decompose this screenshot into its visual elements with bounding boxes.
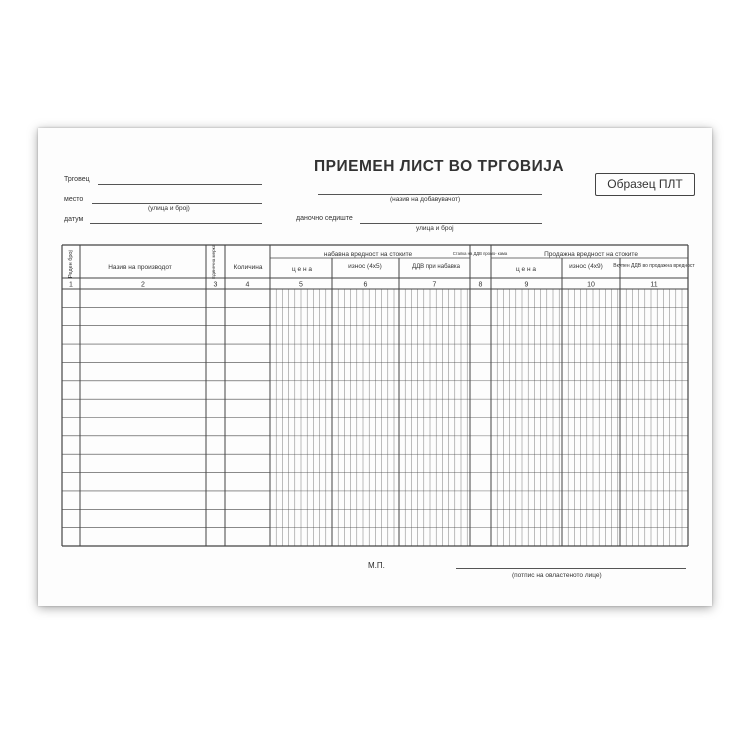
trader-label: Трговец: [64, 176, 90, 183]
column-number: 2: [141, 281, 145, 289]
column-number: 10: [587, 281, 595, 289]
column-number: 9: [524, 281, 529, 289]
column-number: 5: [299, 281, 303, 289]
header-price: ц е н а: [292, 266, 312, 273]
entry-table: [38, 128, 712, 606]
stamp-label: М.П.: [368, 561, 385, 570]
header-qty: Количина: [233, 264, 263, 271]
form-title: ПРИЕМЕН ЛИСТ ВО ТРГОВИЈА: [314, 158, 565, 175]
column-number: 3: [213, 281, 218, 289]
header-amount-4x5: износ (4x5): [348, 263, 382, 270]
street-caption: (улица и број): [148, 205, 190, 212]
place-label: место: [64, 196, 84, 203]
column-number: 11: [650, 281, 658, 289]
column-number: 7: [432, 281, 437, 289]
column-number: 1: [69, 281, 73, 289]
header-vat-purchase: ДДВ при набавка: [412, 264, 460, 270]
form-sheet: [38, 128, 712, 606]
header-unit: Единечна мерка: [211, 244, 216, 279]
tax-street-caption: улица и број: [416, 225, 454, 232]
tax-seat-label: даночно седиште: [296, 215, 353, 222]
column-number: 6: [363, 281, 368, 289]
header-sale-price: ц е н а: [516, 266, 536, 273]
signature-line[interactable]: [456, 568, 686, 569]
signature-caption: (потпис на овластеното лице): [512, 572, 602, 579]
column-number: 4: [245, 281, 250, 289]
header-product: Назив на производот: [108, 264, 172, 271]
header-rate: Стапка на ДДВ промо- кама: [452, 251, 508, 256]
header-sale-group: Продажна вредност на стоките: [544, 251, 638, 258]
date-label: датум: [64, 216, 84, 223]
column-number: 8: [478, 281, 483, 289]
header-purchase-group: набавна вредност на стоките: [323, 251, 413, 258]
header-amount-4x9: износ (4x9): [569, 263, 603, 270]
header-seq: Реден број: [68, 250, 74, 278]
supplier-caption: (назив на добавувачот): [390, 196, 461, 203]
form-code-badge: Образец ПЛТ: [595, 173, 695, 196]
header-vat-included: Вкупен ДДВ во продажна вредност: [613, 263, 695, 269]
